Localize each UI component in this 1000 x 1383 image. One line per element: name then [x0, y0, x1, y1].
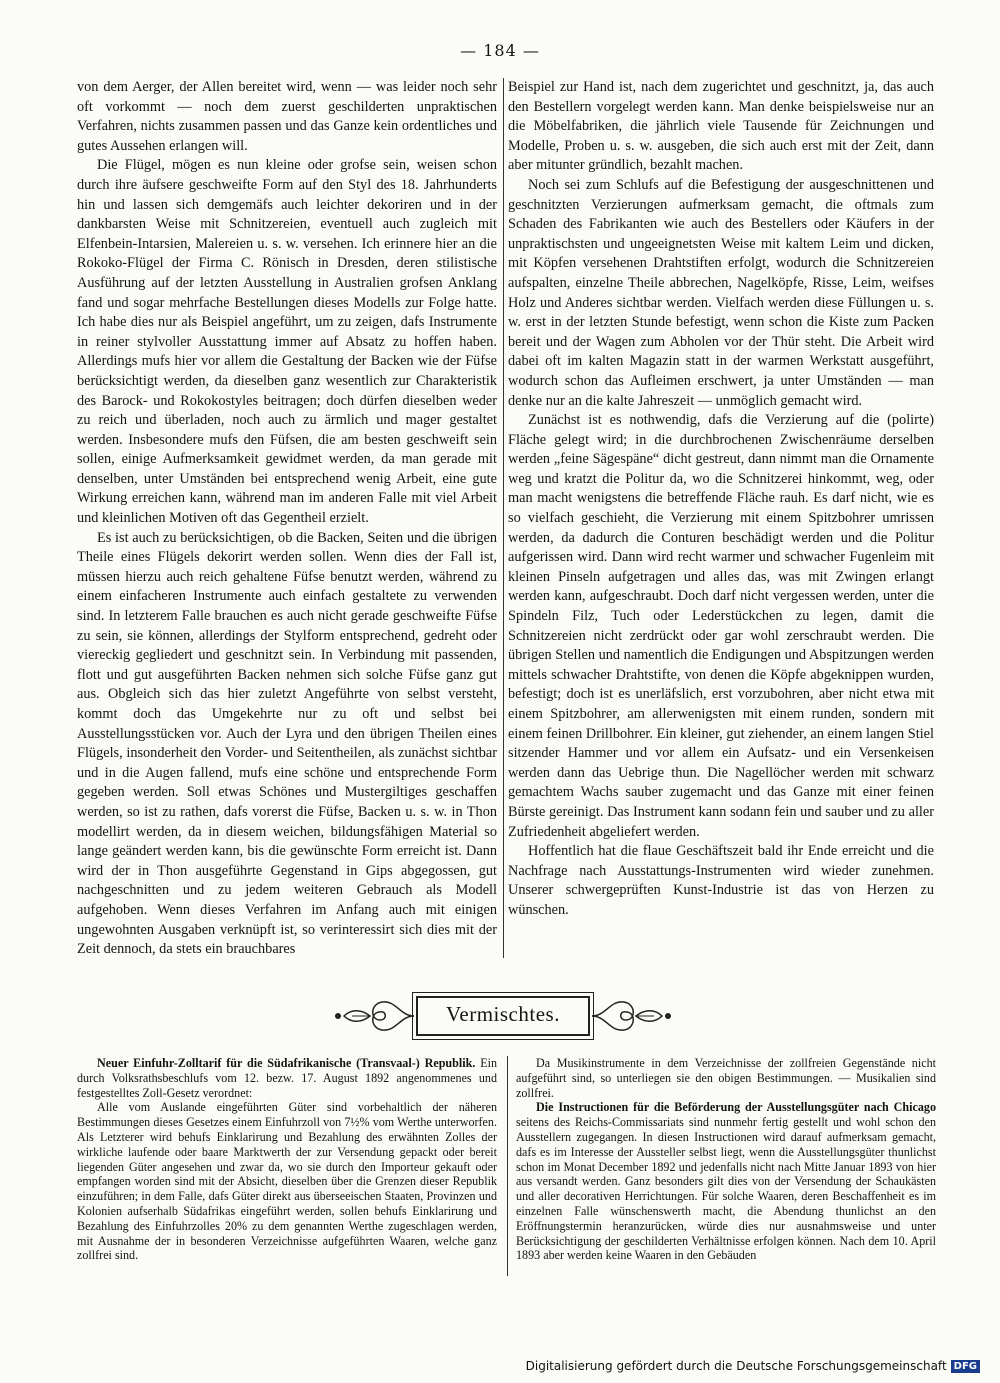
article-heading: Die Instructionen für die Beförderung der Ausstellungsgüter nach Chicago	[536, 1100, 936, 1115]
article-heading: Neuer Einfuhr-Zolltarif für die Südafrikanische (Transvaal-) Republik.	[97, 1056, 476, 1070]
paragraph: Beispiel zur Hand ist, nach dem zugerichtet und geschnitzt, ja, das auch den Bestellern vorgelegt werden kann. Man denke beispielsweise nur an die Möbelfabriken, die jährlich viele Tausende für Zeichnungen und Modelle, Proben u. s. w. ausgeben, die sich auch erst mit der Zeit, dann aber mitunter gründlich, bezahlt machen.	[508, 79, 934, 174]
paragraph	[516, 1100, 936, 1263]
right-ornament-icon	[590, 988, 676, 1044]
paragraph	[77, 1056, 497, 1100]
article-body: seitens des Reichs-Commissariats sind nunmehr fertig gestellt und wohl schon den Ausstellern zugegangen. In diesen Instructionen wird darauf aufmerksam gemacht, dafs es im Interesse der Aussteller selbst liegt, wenn die Ausstellungsgüter thunlichst schon im Monat December 1892 und jedenfalls nicht nach Mitte Januar 1893 von hier aus versandt werden. Ganz besonders gilt dies von der Versendung der Schaukästen und aller decorativen Herrichtungen. Für solche Waaren, deren Beschaffenheit es im einzelnen Falle wünschenswerth macht, die Abendung thunlichst an den Eröffnungstermin heranzurücken, würde dies nur ausnahmsweise und unter Berücksichtigung der geschilderten Verhältnisse erfolgen können. Nach dem 10. April 1893 aber werden keine Waaren in den Gebäuden	[516, 1115, 936, 1263]
paragraph: Zunächst ist es nothwendig, dafs die Verzierung auf die (polirte) Fläche gelegt wird; in die durchbrochenen Zwischenräume derselben werden „feine Sägespäne“ dicht gestreut, dann nimmt man die Ornamente weg und kratzt die Politur da, wo die Schnitzerei hinkommt, weg, oder man macht wenigstens die betreffende Fläche rauh. Es darf nicht, wie es so vielfach geschieht, die Verzierung mit einem Spitzbohrer umrissen werden, da dadurch die Conturen beschädigt werden und die Politur aufgerissen wird. Dann wird recht warmer und schwacher Fugenleim mit kleinen Pinseln aufgetragen und alles das, was mit Zwingen erlangt werden kann, aufgeschraubt. Doch darf nicht vergessen werden, unter die Spindeln Filz, Tuch oder Lederstückchen zu legen, damit die Schnitzereien nicht zerdrückt oder gar wohl zerschraubt werden. Die übrigen Stellen und namentlich die Endigungen und Abspitzungen werden mittels schwacher Drahtstifte, von denen die Köpfe abgeknippen wurden, befestigt; doch ist es unerläfslich, erst vorzubohren, aber nicht etwa mit einem Spitzbohrer, am allerwenigsten mit einem runden, sondern mit einem feinen Drillbohrer. Ein kleiner, gut ziehender, an einem langen Stiel sitzender Hammer und vor allem ein Aufsatz- und ein Versenkeisen werden dann das Uebrige thun. Die Nagellöcher werden mit schwarz gemachtem Wachs sauber zugemacht und das Ganze mit einer feinen Bürste gereinigt. Das Instrument kann sodann fein und sauber und zu aller Zufriedenheit abgeliefert werden.	[508, 412, 934, 840]
bottom-left-column	[77, 1056, 497, 1263]
footer-credit	[526, 1359, 980, 1373]
top-right-column	[508, 78, 934, 921]
column-divider	[507, 1056, 508, 1276]
bottom-right-column	[516, 1056, 936, 1263]
left-ornament-icon	[330, 988, 416, 1044]
section-title: Vermischtes.	[446, 1002, 560, 1026]
section-header	[330, 988, 674, 1044]
dfg-logo: DFG	[951, 1360, 980, 1373]
top-left-column	[77, 78, 497, 960]
paragraph: Hoffentlich hat die flaue Geschäftszeit bald ihr Ende erreicht und die Nachfrage nach Ausstattungs-Instrumenten wird wieder zunehmen. Unserer schwergeprüften Kunst-Industrie ist das von Herzen zu wünschen.	[508, 843, 934, 918]
paragraph: Es ist auch zu berücksichtigen, ob die Backen, Seiten und die übrigen Theile eines Flügels dekorirt werden sollen. Wenn dies der Fall ist, müssen hierzu auch reich gehaltene Füfse benutzt werden, während zu einem einfacheren Instrumente auch einfach gestaltete zu verwenden sind. In letzterem Falle brauchen es auch nicht gerade geschweifte Füfse zu sein, sie können, allerdings der Stylform entsprechend, gedreht oder viereckig gegliedert und geschnitzt sein. In Verbindung mit passenden, flott und gut ausgeführten Backen nehmen sich solche Füfse ganz gut aus. Obgleich sich das hier zuletzt Angeführte von selbst versteht, kommt doch das Umgekehrte nur zu oft und selbst bei Ausstellungsstücken vor. Auch der Lyra und den übrigen Theilen eines Flügels, insonderheit den Vorder- und Seitentheilen, als zunächst sichtbar und in die Augen fallend, mufs eine schöne und entsprechende Form gegeben werden. Soll etwas Schönes und Mustergiltiges geschaffen werden, so ist zu rathen, dafs vorerst die Füfse, Backen u. s. w. in Thon modellirt werden, da in diesem weichen, bildungsfähigen Material so lange geändert werden kann, bis die gewünschte Form erreicht ist. Dann wird der in Thon ausgeführte Gegenstand in Gips abgegossen, gut nachgeschnitten und zu jedem weiteren Gebrauch als Modell aufgehoben. Wenn dieses Verfahren im Anfang auch mit einigen ungewohnten Ausgaben verknüpft ist, so verinteressirt sich dies mit der Zeit dennoch, da stets ein brauchbares	[77, 529, 497, 958]
paragraph: Da Musikinstrumente in dem Verzeichnisse der zollfreien Gegenstände nicht aufgeführt sind, so unterliegen sie den obigen Bestimmungen. — Musikalien sind zollfrei.	[516, 1056, 936, 1100]
footer-text: Digitalisierung gefördert durch die Deutsche Forschungsgemeinschaft	[525, 1359, 947, 1373]
column-divider	[503, 78, 504, 958]
article-intro: Ein durch Volksrathsbeschlufs vom 12. bezw. 17. August 1892 angenommenes und festgestelltes Zoll-Gesetz verordnet:	[77, 1056, 497, 1100]
page-number: — 184 —	[460, 41, 540, 60]
paragraph: Noch sei zum Schlufs auf die Befestigung der ausgeschnittenen und geschnitzten Verzierungen aufmerksam gemacht, die oftmals zum Schaden des Fabrikanten wie auch des Bestellers oder Käufers in der unpraktischsten und ungeeignetsten Weise mit kaltem Leim und dicken, mit Köpfen versehenen Drahtstiften erfolgt, wodurch die Schnitzereien aufspalten, einzelne Theile abbrechen, Nagelköpfe, Risse, Leim, weifses Holz und Anderes sichtbar werden. Vielfach werden diese Füllungen u. s. w. erst in der letzten Stunde befestigt, wenn schon die Kiste zum Packen bereit und der Wagen zum Abholen vor der Thür steht. Die Arbeit wird dabei oft im kalten Magazin statt in der warmen Werkstatt ausgeführt, wodurch schon das Aufleimen erschwert, ja unter Umständen — man denke nur an die kalte Jahreszeit — unmöglich gemacht wird.	[508, 176, 934, 409]
paragraph: von dem Aerger, der Allen bereitet wird, wenn — was leider noch sehr oft vorkommt — noch dem zuerst geschilderten unpraktischen Verfahren, nichts zusammen passen und das Ganze kein ordentliches und gutes Aussehen erlangen will.	[77, 79, 497, 154]
paragraph: Die Flügel, mögen es nun kleine oder grofse sein, weisen schon durch ihre äufsere geschweifte Form auf den Styl des 18. Jahrhunderts hin und lassen sich demgemäfs auch leichter dekoriren und in der dankbarsten Weise mit Schnitzereien, eventuell auch zugleich mit Elfenbein-Intarsien, Malereien u. s. w. versehen. Ich erinnere hier an die Rokoko-Flügel der Firma C. Rönisch in Dresden, deren stilistische Ausführung auf der letzten Ausstellung in Australien grofsen Anklang fand und sogar mehrfache Bestellungen dieses Modells zur Folge hatte. Ich habe dies nur als Beispiel angeführt, um zu zeigen, dafs Instrumente in reiner stylvoller Ausstattung immer auf Absatz zu hoffen haben. Allerdings mufs hier vor allem die Gestaltung der Backen wie der Füfse berücksichtigt werden, da dieselben ganz wesentlich zur Charakteristik des Barock- und Rokokostyles beitragen; doch dürfen dieselben weder zu reich und überladen, noch auch zu ärmlich und mager gestaltet werden. Insbesondere mufs den Füfsen, die am besten geschweift sein sollen, einige Aufmerksamkeit gewidmet werden, da man gerade mit denselben, unter Umständen bei entsprechend wenig Arbeit, eine gute Wirkung erreichen kann, während man im anderen Falle mit viel Arbeit und kleinlichen Motiven oft das Gegentheil erzielt.	[77, 157, 497, 527]
paragraph: Alle vom Auslande eingeführten Güter sind vorbehaltlich der näheren Bestimmungen dieses Gesetzes einem Einfuhrzoll von 7½% vom Werthe unterworfen. Als Letzterer wird behufs Einklarirung und Bezahlung des erwähnten Zolles der wirkliche laufende oder baare Marktwerth der zur Versendung gepackt oder bereit liegenden Güter angesehen und zwar da, wo sie durch den Importeur gekauft oder empfangen worden sind mit der Absicht, dieselben über die Grenzen dieser Republik einzuführen; in dem Falle, dafs Güter direkt aus überseeischen Staaten, Provinzen und Kolonien aufserhalb Südafrikas eingeführt werden, sollen behufs Einklarirung und Bezahlung des Einfuhrzolles 20% zu dem genannten Werthe zugeschlagen werden, mit Ausnahme der in besonderen Verzeichnisse aufgeführten Waaren, welche ganz zollfrei sind.	[77, 1100, 497, 1263]
